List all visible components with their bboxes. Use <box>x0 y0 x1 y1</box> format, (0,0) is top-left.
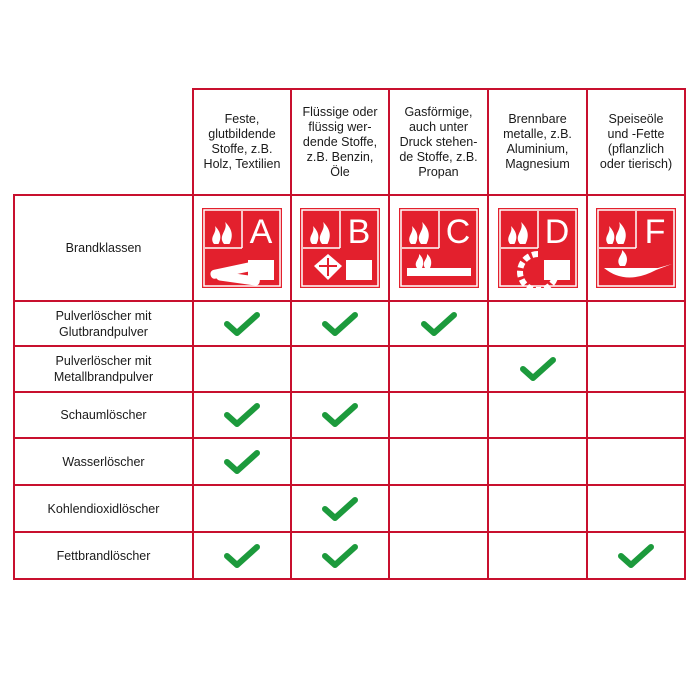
extinguisher-type-text-line: Schaumlöscher <box>60 408 147 422</box>
extinguisher-type-text <box>48 501 160 517</box>
checkmark-icon <box>223 401 261 429</box>
checkmark-icon <box>420 310 458 338</box>
column-header-text-line: und -Fette <box>607 127 665 141</box>
suitable-cell <box>192 531 292 580</box>
empty-cell <box>487 391 588 439</box>
extinguisher-type-text <box>60 407 146 423</box>
fire-class-cell <box>388 194 489 302</box>
extinguisher-type-label <box>13 300 194 347</box>
fire-class-d-pictogram <box>498 208 578 288</box>
extinguisher-type-text <box>57 548 151 564</box>
extinguisher-type-label <box>13 345 194 393</box>
class-row-label-text-line: Brandklassen <box>65 241 142 255</box>
checkmark-icon <box>223 542 261 570</box>
checkmark-icon <box>519 355 557 383</box>
fire-class-letter: B <box>347 213 371 251</box>
checkmark-icon <box>321 542 359 570</box>
column-header-text-line: Flüssige oder <box>302 104 378 119</box>
column-header-text-line: de Stoffe, z.B. <box>399 149 478 164</box>
column-header-text-line: Magnesium <box>505 157 570 171</box>
empty-cell <box>290 345 390 393</box>
checkmark-icon <box>223 448 261 476</box>
empty-cell <box>388 531 489 580</box>
extinguisher-type-text-line: Pulverlöscher mit <box>55 308 152 323</box>
column-header <box>290 88 390 196</box>
fire-class-letter: D <box>544 213 569 251</box>
suitable-cell <box>290 484 390 533</box>
class-row-label <box>13 194 194 302</box>
fire-class-letter: C <box>445 213 470 251</box>
fire-class-cell <box>192 194 292 302</box>
empty-cell <box>192 345 292 393</box>
column-header-text-line: auch unter <box>408 119 469 134</box>
fire-class-cell <box>290 194 390 302</box>
column-header-text <box>399 105 477 180</box>
column-header-text <box>204 112 281 172</box>
extinguisher-type-label <box>13 484 194 533</box>
fire-class-cell <box>487 194 588 302</box>
column-header-text-line: Druck stehen- <box>399 134 478 149</box>
checkmark-icon <box>617 542 655 570</box>
column-header-text-line: Feste, <box>224 112 260 126</box>
column-header-text-line: Gasförmige, <box>404 104 473 119</box>
empty-cell <box>388 345 489 393</box>
empty-cell <box>586 484 686 533</box>
extinguisher-type-text <box>54 353 153 385</box>
empty-cell <box>586 437 686 486</box>
extinguisher-type-text-line: Kohlendioxidlöscher <box>47 501 160 516</box>
empty-cell <box>487 484 588 533</box>
extinguisher-type-label <box>13 391 194 439</box>
fire-class-f-pictogram <box>596 208 676 288</box>
suitable-cell <box>388 300 489 347</box>
extinguisher-type-text-line: Wasserlöscher <box>62 454 145 469</box>
extinguisher-type-text-line: Fettbrandlöscher <box>56 548 151 563</box>
suitable-cell <box>586 531 686 580</box>
column-header <box>388 88 489 196</box>
column-header-text-line: flüssig wer- <box>308 119 372 134</box>
column-header-text <box>600 112 672 172</box>
empty-cell <box>388 391 489 439</box>
column-header-text-line: Brennbare <box>508 112 567 126</box>
suitable-cell <box>192 391 292 439</box>
fire-class-b-pictogram <box>300 208 380 288</box>
checkmark-icon <box>321 401 359 429</box>
extinguisher-type-label <box>13 437 194 486</box>
column-header-text-line: Aluminium, <box>506 142 569 156</box>
suitable-cell <box>290 391 390 439</box>
column-header-text-line: Propan <box>418 164 459 179</box>
empty-cell <box>586 345 686 393</box>
suitable-cell <box>192 437 292 486</box>
column-header-text <box>503 112 572 172</box>
empty-cell <box>192 484 292 533</box>
column-header-text-line: glutbildende <box>208 127 276 141</box>
suitable-cell <box>290 531 390 580</box>
empty-cell <box>487 300 588 347</box>
column-header-text-line: Öle <box>330 164 350 179</box>
extinguisher-type-label <box>13 531 194 580</box>
suitable-cell <box>192 300 292 347</box>
column-header <box>586 88 686 196</box>
fire-class-letter: A <box>249 213 273 251</box>
extinguisher-type-text-line: Glutbrandpulver <box>59 324 148 339</box>
column-header-text <box>302 105 377 180</box>
checkmark-icon <box>321 310 359 338</box>
empty-cell <box>586 391 686 439</box>
column-header-text-line: Speiseöle <box>608 112 664 126</box>
empty-cell <box>487 531 588 580</box>
fire-class-letter: F <box>644 213 666 251</box>
extinguisher-type-text-line: Pulverlöscher mit <box>55 354 152 368</box>
column-header-text-line: oder tierisch) <box>599 157 673 171</box>
empty-cell <box>487 437 588 486</box>
checkmark-icon <box>321 495 359 523</box>
column-header-text-line: (pflanzlich <box>607 142 665 156</box>
empty-cell <box>290 437 390 486</box>
extinguisher-type-text-line: Metallbrandpulver <box>53 370 154 384</box>
empty-cell <box>388 484 489 533</box>
fire-class-cell <box>586 194 686 302</box>
empty-cell <box>388 437 489 486</box>
column-header <box>192 88 292 196</box>
fire-class-c-pictogram <box>399 208 479 288</box>
extinguisher-type-text <box>62 454 144 470</box>
column-header-text-line: Holz, Textilien <box>203 157 281 171</box>
column-header-text-line: Stoffe, z.B. <box>211 142 273 156</box>
checkmark-icon <box>223 310 261 338</box>
column-header <box>487 88 588 196</box>
empty-cell <box>586 300 686 347</box>
suitable-cell <box>487 345 588 393</box>
fire-class-a-pictogram <box>202 208 282 288</box>
column-header-text-line: metalle, z.B. <box>503 127 572 141</box>
extinguisher-type-text <box>56 308 152 340</box>
class-row-label-text <box>66 240 142 256</box>
column-header-text-line: dende Stoffe, <box>302 134 378 149</box>
suitable-cell <box>290 300 390 347</box>
column-header-text-line: z.B. Benzin, <box>306 149 374 164</box>
